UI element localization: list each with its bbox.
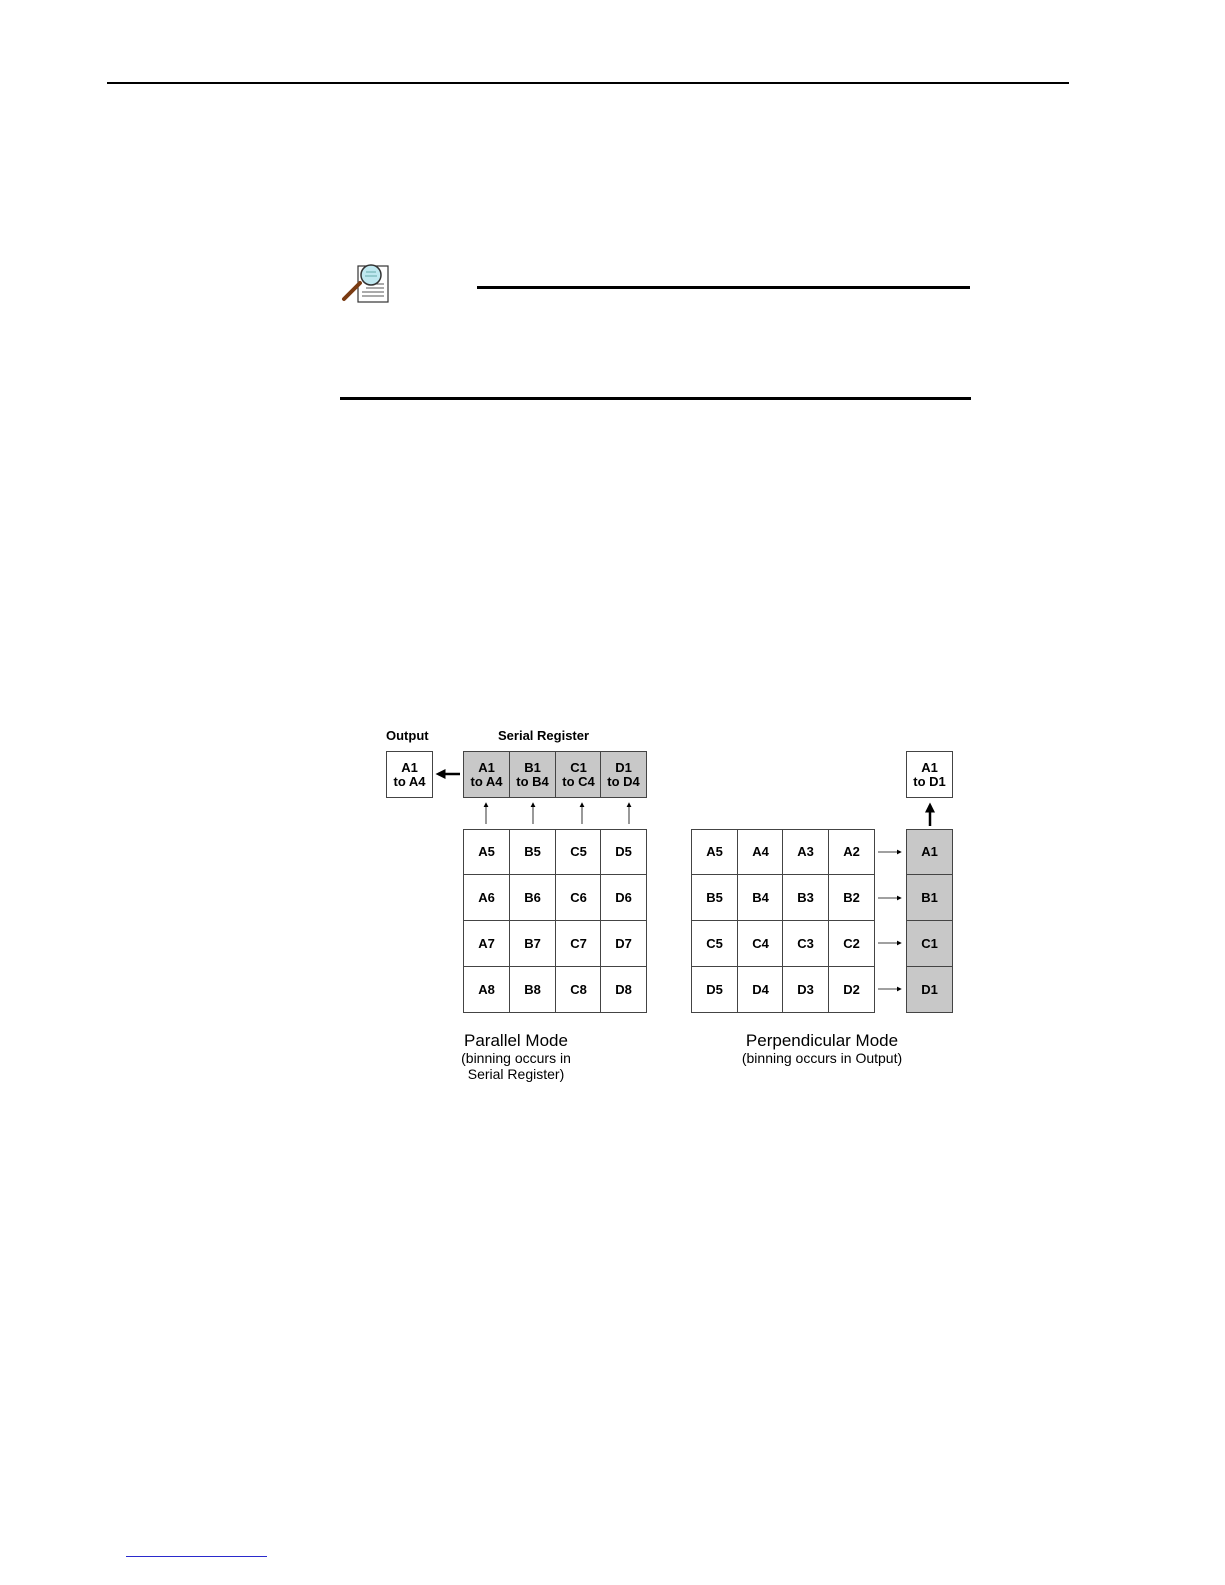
parallel-grid-cell: D8 (600, 966, 647, 1013)
parallel-grid-cell: B8 (509, 966, 556, 1013)
perpendicular-mode-caption (712, 1031, 932, 1066)
serial-register-cell: B1 to B4 (509, 751, 556, 798)
perpendicular-grid-cell: A5 (691, 829, 738, 875)
perpendicular-register-cell: A1 (906, 829, 953, 875)
perpendicular-register-cell: B1 (906, 874, 953, 921)
parallel-grid-cell: A8 (463, 966, 510, 1013)
perpendicular-grid-cell: D4 (737, 966, 784, 1013)
perpendicular-grid-cell: B3 (782, 874, 829, 921)
parallel-grid-cell: B6 (509, 874, 556, 921)
parallel-mode-subtitle: (binning occurs in Serial Register) (461, 1050, 571, 1082)
perpendicular-grid-cell: A4 (737, 829, 784, 875)
parallel-grid-cell: C6 (555, 874, 602, 921)
perpendicular-mode-subtitle: (binning occurs in Output) (741, 1050, 903, 1066)
perpendicular-grid-cell: D2 (828, 966, 875, 1013)
parallel-grid-cell: D7 (600, 920, 647, 967)
serial-register-cell: C1 to C4 (555, 751, 602, 798)
perpendicular-grid-cell: C5 (691, 920, 738, 967)
parallel-grid-cell: B7 (509, 920, 556, 967)
parallel-grid-cell: C8 (555, 966, 602, 1013)
parallel-grid-cell: C7 (555, 920, 602, 967)
parallel-output-cell: A1 to A4 (386, 751, 433, 798)
perpendicular-grid-cell: C3 (782, 920, 829, 967)
serial-register-cell: D1 to D4 (600, 751, 647, 798)
serial-register-label: Serial Register (498, 728, 590, 743)
perpendicular-grid-cell: B2 (828, 874, 875, 921)
parallel-grid-cell: A6 (463, 874, 510, 921)
perpendicular-mode-title: Perpendicular Mode (745, 1031, 899, 1050)
parallel-mode-caption (440, 1031, 592, 1082)
parallel-grid-cell: A7 (463, 920, 510, 967)
perpendicular-grid-cell: D5 (691, 966, 738, 1013)
parallel-grid-cell: B5 (509, 829, 556, 875)
parallel-grid-cell: A5 (463, 829, 510, 875)
parallel-mode-title: Parallel Mode (464, 1031, 568, 1050)
perpendicular-output-cell: A1 to D1 (906, 751, 953, 798)
perpendicular-register-cell: C1 (906, 920, 953, 967)
perpendicular-grid-cell: C4 (737, 920, 784, 967)
serial-register-cell: A1 to A4 (463, 751, 510, 798)
perpendicular-grid-cell: B4 (737, 874, 784, 921)
perpendicular-register-cell: D1 (906, 966, 953, 1013)
output-label: Output (386, 728, 429, 743)
perpendicular-grid-cell: B5 (691, 874, 738, 921)
perpendicular-grid-cell: A2 (828, 829, 875, 875)
perpendicular-grid-cell: A3 (782, 829, 829, 875)
perpendicular-grid-cell: D3 (782, 966, 829, 1013)
perpendicular-grid-cell: C2 (828, 920, 875, 967)
parallel-grid-cell: D5 (600, 829, 647, 875)
parallel-grid-cell: C5 (555, 829, 602, 875)
parallel-grid-cell: D6 (600, 874, 647, 921)
